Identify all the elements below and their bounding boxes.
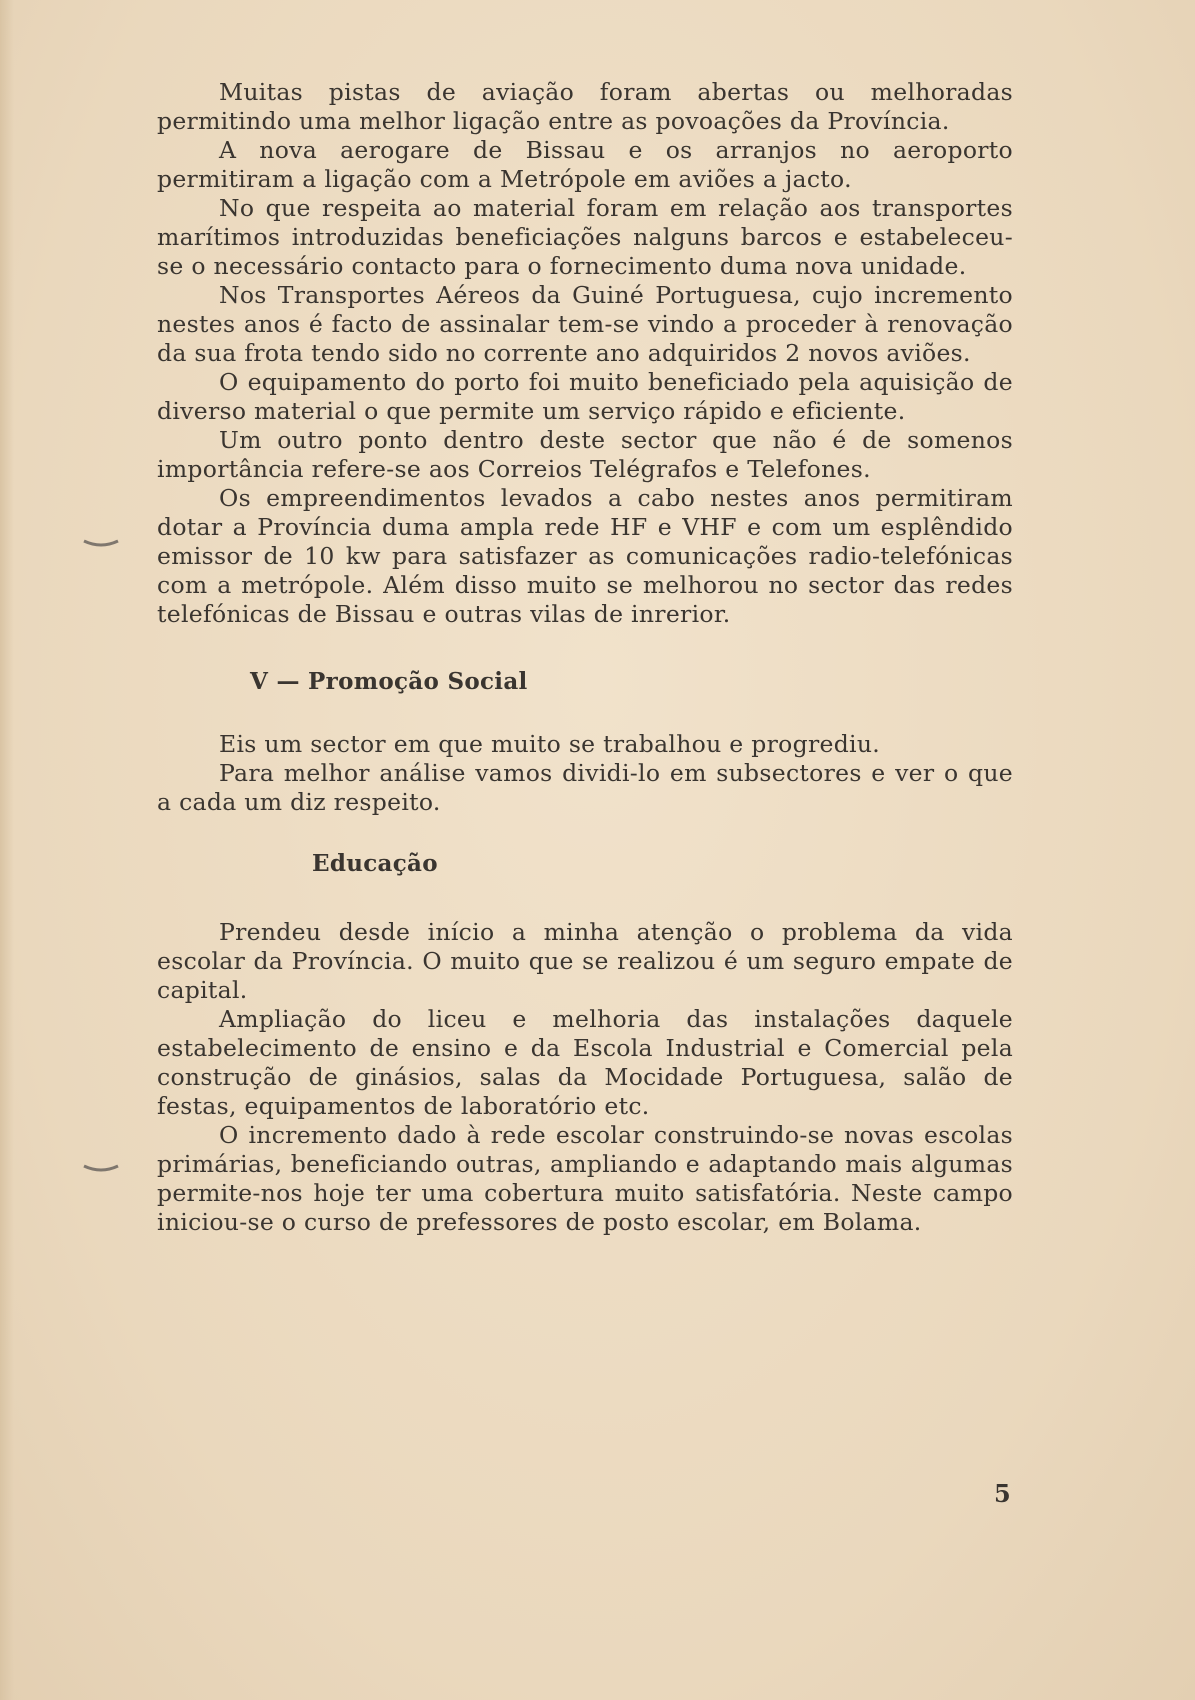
paragraph: Muitas pistas de aviação foram abertas ou melhoradas permitindo uma melhor ligação entre as povoações da Província.	[157, 78, 1013, 135]
paragraph: Eis um sector em que muito se trabalhou e progrediu.	[219, 730, 881, 758]
paragraph: Prendeu desde início a minha atenção o problema da vida escolar da Província. O muito que se realizou é um seguro empate de capital.	[157, 918, 1013, 1004]
paragraph: No que respeita ao material foram em relação aos transportes marítimos introduzidas beneficiações nalguns barcos e estabeleceu-se o necessário contacto para o fornecimento duma nova unidade.	[157, 194, 1013, 280]
paragraph: O equipamento do porto foi muito beneficiado pela aquisição de diverso material o que permite um serviço rápido e eficiente.	[157, 368, 1013, 425]
paragraph: Um outro ponto dentro deste sector que não é de somenos importância refere-se aos Correios Telégrafos e Telefones.	[157, 426, 1013, 483]
page-number: 5	[994, 1479, 1011, 1508]
subsection-heading: Educação	[312, 850, 438, 877]
paragraph: A nova aerogare de Bissau e os arranjos no aeroporto permitiram a ligação com a Metrópole em aviões a jacto.	[157, 136, 1013, 193]
body-text	[157, 78, 1013, 1237]
section-heading: V — Promoção Social	[250, 668, 528, 695]
punch-hole-mark-lower	[82, 1160, 120, 1174]
paragraph: Ampliação do liceu e melhoria das instalações daquele estabelecimento de ensino e da Escola Industrial e Comercial pela construção de ginásios, salas da Mocidade Portuguesa, salão de festas, equipamentos de laboratório etc.	[157, 1005, 1013, 1120]
paragraph: Nos Transportes Aéreos da Guiné Portuguesa, cujo incremento nestes anos é facto de assinalar tem-se vindo a proceder à renovação da sua frota tendo sido no corrente ano adquiridos 2 novos aviões.	[157, 281, 1013, 367]
punch-hole-mark-upper	[82, 535, 120, 549]
paragraph: Os empreendimentos levados a cabo nestes anos permitiram dotar a Província duma ampla rede HF e VHF e com um esplêndido emissor de 10 kw para satisfazer as comunicações radio-telefónicas com a metrópole. Além disso muito se melhorou no sector das redes telefónicas de Bissau e outras vilas de inrerior.	[157, 484, 1013, 628]
paper-edge-shadow	[0, 0, 14, 1700]
paragraph: Para melhor análise vamos dividi-lo em subsectores e ver o que a cada um diz respeito.	[157, 759, 1013, 816]
paragraph: O incremento dado à rede escolar construindo-se novas escolas primárias, beneficiando outras, ampliando e adaptando mais algumas permite-nos hoje ter uma cobertura muito satisfatória. Neste campo iniciou-se o curso de prefessores de posto escolar, em Bolama.	[157, 1121, 1013, 1236]
